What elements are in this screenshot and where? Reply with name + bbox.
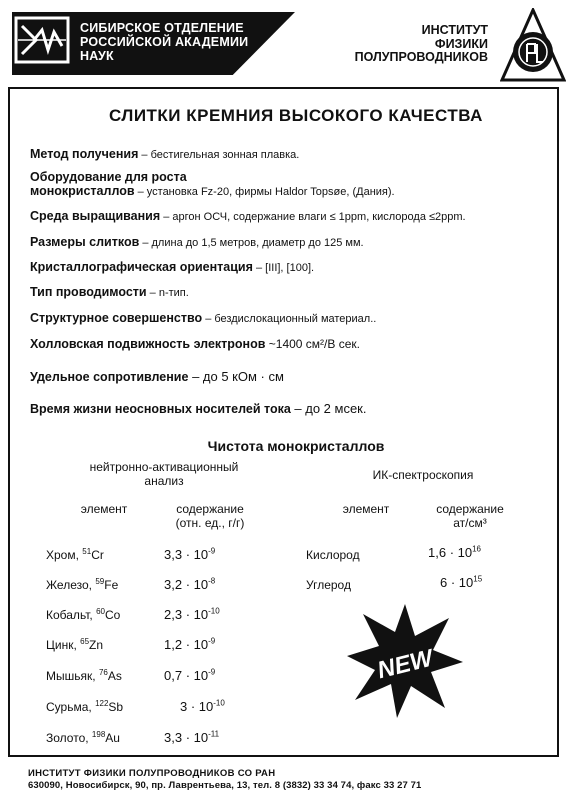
footer-institute: ИНСТИТУТ ФИЗИКИ ПОЛУПРОВОДНИКОВ СО РАН bbox=[28, 768, 276, 779]
content-value: $0,7 \cdot 10^{-9}$ bbox=[164, 667, 216, 683]
institute-name: ИНСТИТУТ ФИЗИКИ ПОЛУПРОВОДНИКОВ bbox=[354, 23, 488, 64]
table-row: Кобальт, $^{60}$Co bbox=[46, 607, 121, 622]
ir-col-element: элемент bbox=[342, 502, 390, 516]
ir-col-content: содержание ат/см³ bbox=[436, 502, 504, 530]
spec-perfection: Структурное совершенство – бездислокационный материал.. bbox=[30, 311, 377, 325]
content-value: $3,3 \cdot 10^{-9}$ bbox=[164, 546, 216, 562]
table-row: Железо, $^{59}$Fe bbox=[46, 577, 119, 592]
table-row: Хром, $^{51}$Cr bbox=[46, 547, 104, 562]
purity-title: Чистота монокристаллов bbox=[207, 438, 385, 454]
content-value: $2,3 \cdot 10^{-10}$ bbox=[164, 606, 220, 622]
new-badge-text: NEW bbox=[374, 644, 436, 685]
content-value: $3,3 \cdot 10^{-11}$ bbox=[164, 729, 220, 745]
spec-conductivity: Тип проводимости – n-тип. bbox=[30, 285, 189, 299]
table-row: Углерод bbox=[306, 578, 351, 592]
table-row: Мышьяк, $^{76}$As bbox=[46, 668, 122, 683]
table-row: Золото, $^{198}$Au bbox=[46, 730, 120, 745]
naa-col-content: содержание (отн. ед., г/г) bbox=[175, 502, 245, 530]
content-value: $3 \cdot 10^{-10}$ bbox=[180, 698, 225, 714]
spec-resistivity: Удельное сопротивление – до 5 кОм · см bbox=[30, 369, 284, 384]
content-value: $1,6 \cdot 10^{16}$ bbox=[428, 544, 482, 560]
content-value: $3,2 \cdot 10^{-8}$ bbox=[164, 576, 216, 592]
spec-equipment: Оборудование для роста bbox=[30, 170, 187, 184]
table-row: Кислород bbox=[306, 548, 360, 562]
spec-equipment-cont: монокристаллов – установка Fz-20, фирмы Haldor Topsøe, (Дания). bbox=[30, 184, 395, 198]
content-value: $1,2 \cdot 10^{-9}$ bbox=[164, 636, 216, 652]
ir-heading: ИК-спектроскопия bbox=[372, 468, 474, 482]
new-badge-icon bbox=[345, 600, 465, 720]
spec-mobility: Холловская подвижность электронов ~1400 см²/В сек. bbox=[30, 337, 360, 351]
naa-col-element: элемент bbox=[80, 502, 128, 516]
branch-name: СИБИРСКОЕ ОТДЕЛЕНИЕ РОССИЙСКОЙ АКАДЕМИИ НАУК bbox=[80, 21, 249, 63]
naa-heading: нейтронно-активационный анализ bbox=[89, 460, 239, 488]
spec-orientation: Кристаллографическая ориентация – [III], [100]. bbox=[30, 260, 315, 274]
spec-dimensions: Размеры слитков – длина до 1,5 метров, диаметр до 125 мм. bbox=[30, 235, 364, 249]
table-row: Цинк, $^{65}$Zn bbox=[46, 637, 104, 652]
footer-address: 630090, Новосибирск, 90, пр. Лаврентьева, 13, тел. 8 (3832) 33 34 74, факс 33 27 71 bbox=[28, 780, 422, 791]
institute-logo-icon bbox=[500, 8, 566, 82]
table-row: Сурьма, $^{122}$Sb bbox=[46, 699, 124, 714]
sb-ras-logo-icon bbox=[14, 16, 70, 64]
spec-lifetime: Время жизни неосновных носителей тока – до 2 мсек. bbox=[30, 401, 367, 416]
spec-atmosphere: Среда выращивания – аргон ОСЧ, содержание влаги ≤ 1ppm, кислорода ≤2ppm. bbox=[30, 209, 466, 223]
page-title: СЛИТКИ КРЕМНИЯ ВЫСОКОГО КАЧЕСТВА bbox=[109, 106, 483, 125]
spec-method: Метод получения – бестигельная зонная плавка. bbox=[30, 147, 300, 161]
content-value: $6 \cdot 10^{15}$ bbox=[440, 574, 483, 590]
